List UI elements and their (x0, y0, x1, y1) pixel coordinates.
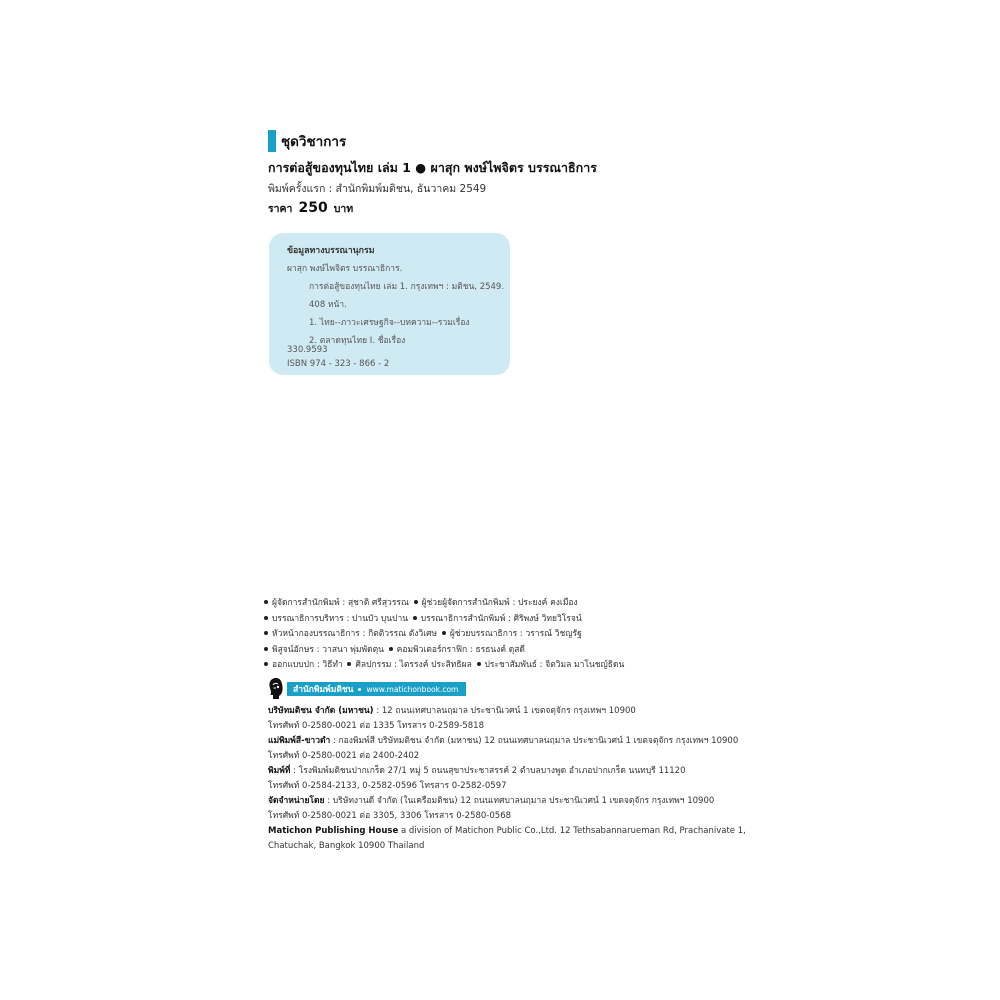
staff-credit: คอมพิวเตอร์กราฟิก : ธรธนงค์ ดุสดี (396, 644, 525, 655)
price-line (268, 200, 353, 217)
contact-label: บริษัทมติชน จำกัด (มหาชน) (268, 706, 374, 716)
contact-line (268, 794, 746, 809)
contact-text: : โรงพิมพ์มติชนปากเกร็ด 27/1 หมู่ 5 ถนนสุขาประชาสรรค์ 2 ตำบลบางพูด อำเภอปากเกร็ด นนทบุรี 11120 (290, 766, 686, 776)
staff-credit: ผู้จัดการสำนักพิมพ์ : สุชาติ ศรีสุวรรณ (272, 598, 409, 608)
bullet-icon (442, 631, 446, 635)
edition-info: พิมพ์ครั้งแรก : สำนักพิมพ์มติชน, ธันวาคม 2549 (268, 183, 487, 195)
staff-credit: หัวหน้ากองบรรณาธิการ : กิตติวรรณ ตังวิเศษ (272, 629, 438, 639)
contact-line (268, 734, 746, 749)
staff-credit: ผู้ช่วยผู้จัดการสำนักพิมพ์ : ประยงค์ คงเมือง (421, 598, 578, 608)
contact-label: จัดจำหน่ายโดย (268, 796, 325, 806)
price-label: ราคา (268, 203, 293, 215)
price-unit: บาท (333, 203, 354, 215)
contact-text: : กองพิมพ์สี บริษัทมติชน จำกัด (มหาชน) 12 ถนนเทศบาลนฤมาล ประชานิเวศน์ 1 เขตจตุจักร กรุงเทพฯ 10900 (330, 736, 739, 746)
cataloging-heading: ข้อมูลทางบรรณานุกรม (287, 246, 375, 256)
staff-row (262, 643, 624, 659)
contact-block (268, 704, 746, 854)
english-address-text: a division of Matichon Public Co.,Ltd. 12 Tethsabannarueman Rd, Prachanivate 1, (398, 826, 746, 836)
contact-line (268, 749, 746, 764)
bullet-icon (347, 662, 351, 666)
bullet-icon (264, 631, 268, 635)
staff-credit: บรรณาธิการสำนักพิมพ์ : ศิริพงษ์ วิทยวิโรจน์ (420, 613, 582, 624)
series-header (268, 130, 346, 152)
contact-line (268, 704, 746, 719)
cataloging-pages: 408 หน้า. (309, 300, 347, 310)
price-value: 250 (298, 200, 328, 216)
contact-line (268, 719, 746, 734)
contact-text: โทรศัพท์ 0-2584-2133, 0-2582-0596 โทรสาร 0-2582-0597 (268, 781, 507, 791)
cataloging-title: การต่อสู้ของทุนไทย เล่ม 1. กรุงเทพฯ : มติชน, 2549. (309, 282, 505, 292)
contact-text: โทรศัพท์ 0-2580-0021 ต่อ 1335 โทรสาร 0-2589-5818 (268, 721, 484, 731)
contact-line (268, 764, 746, 779)
matichon-head-logo-icon (268, 677, 284, 701)
book-title: การต่อสู้ของทุนไทย เล่ม 1 ● ผาสุก พงษ์ไพจิตร บรรณาธิการ (268, 160, 597, 175)
contact-text: : บริษัทงานดี จำกัด (ในเครือมติชน) 12 ถนนเทศบาลนฤมาล ประชานิเวศน์ 1 เขตจตุจักร กรุงเทพฯ 10900 (324, 796, 715, 806)
staff-credit: ผู้ช่วยบรรณาธิการ : วรารณ์ วิชญรัฐ (449, 629, 582, 639)
cataloging-author: ผาสุก พงษ์ไพจิตร บรรณาธิการ. (287, 264, 403, 274)
staff-credit: ศิลปกรรม : ไตรรงค์ ประสิทธิผล (355, 660, 472, 670)
cataloging-classification: 330.9593 (287, 345, 328, 355)
cataloging-subject-1: 1. ไทย--ภาวะเศรษฐกิจ--บทความ--รวมเรื่อง (309, 318, 470, 328)
contact-label: พิมพ์ที่ (268, 766, 291, 776)
contact-text: โทรศัพท์ 0-2580-0021 ต่อ 3305, 3306 โทรสาร 0-2580-0568 (268, 811, 512, 821)
staff-row (262, 596, 624, 612)
staff-credit: บรรณาธิการบริหาร : ปานบัว บุนปาน (272, 613, 409, 624)
publisher-url: www.matichonbook.com (366, 684, 459, 694)
staff-credit: พิสูจน์อักษร : วาสนา พุ่มพัดตุน (272, 644, 384, 655)
series-accent-bar (268, 130, 276, 152)
cataloging-subject-2: 2. ตลาดทุนไทย I. ชื่อเรื่อง (309, 336, 406, 346)
contact-line (268, 779, 746, 794)
staff-row (262, 627, 624, 643)
staff-credit: ประชาสัมพันธ์ : จิตวิมล มาโนชญ์ธิดน (484, 660, 625, 670)
publisher-strip (287, 682, 466, 696)
contact-text: โทรศัพท์ 0-2580-0021 ต่อ 2400-2402 (268, 751, 420, 761)
bullet-icon (264, 647, 268, 651)
bullet-icon (477, 662, 481, 666)
english-publisher-name: Matichon Publishing House (268, 826, 399, 836)
publisher-brand: สำนักพิมพ์มติชน (293, 685, 354, 695)
cataloging-box (269, 233, 510, 375)
contact-text: : 12 ถนนเทศบาลนฤมาล ประชานิเวศน์ 1 เขตจตุจักร กรุงเทพฯ 10900 (373, 706, 636, 716)
bullet-icon (413, 616, 417, 620)
staff-row (262, 612, 624, 628)
cataloging-isbn: ISBN 974 - 323 - 866 - 2 (287, 359, 390, 369)
english-address-line-2: Chatuchak, Bangkok 10900 Thailand (268, 841, 425, 851)
bullet-icon (264, 600, 268, 604)
staff-credits (262, 596, 624, 674)
bullet-icon (264, 616, 268, 620)
dot-icon (358, 688, 361, 691)
bullet-icon (389, 647, 393, 651)
bullet-icon (264, 662, 268, 666)
publisher-banner (268, 676, 466, 702)
staff-row (262, 658, 624, 674)
contact-line (268, 809, 746, 824)
contact-label: แม่พิมพ์สี-ขาวดำ (268, 736, 331, 746)
staff-credit: ออกแบบปก : วิธีทำ (272, 660, 343, 670)
english-address-line-1 (268, 824, 746, 839)
series-label: ชุดวิชาการ (281, 134, 347, 150)
bullet-icon (414, 600, 418, 604)
